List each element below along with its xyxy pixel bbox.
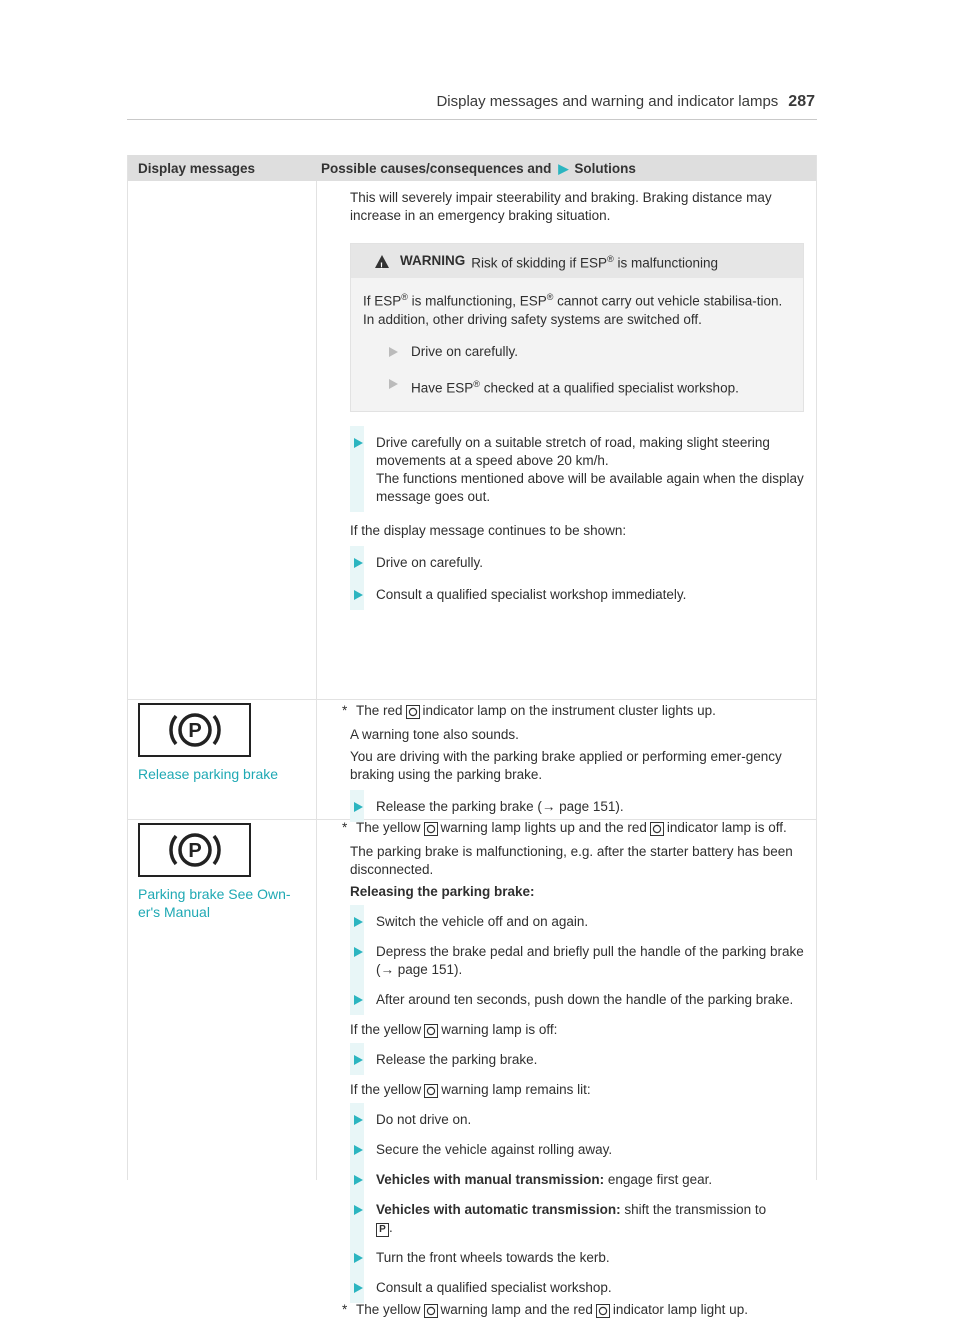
- note: * The yellow warning lamp and the red indicator lamp light up.: [342, 1302, 748, 1317]
- display-message-label: Release parking brake: [138, 766, 279, 782]
- condition-text: If the display message continues to be shown:: [350, 523, 627, 538]
- table-header: [128, 155, 816, 181]
- step-arrow-icon: [354, 1175, 363, 1185]
- parking-brake-indicator-icon: [406, 705, 420, 719]
- step-arrow-icon: [354, 802, 363, 812]
- list-item: Drive on carefully.: [385, 343, 791, 361]
- intro-text: This will severely impair steerability and braking. Braking distance may increase in an emergency braking situation.: [350, 190, 772, 223]
- parking-brake-indicator-icon: [424, 1024, 438, 1038]
- table-row: [128, 181, 816, 700]
- warning-text: If ESP® is malfunctioning, ESP® cannot carry out vehicle stabilisa-tion. In addition, other driving safety systems are switched off.: [363, 292, 783, 327]
- note: * The yellow warning lamp lights up and the red indicator lamp is off.: [342, 820, 787, 835]
- step-arrow-icon: [354, 1055, 363, 1065]
- gear-p-icon: P: [376, 1223, 389, 1237]
- parking-brake-indicator-icon: [596, 1304, 610, 1318]
- parking-brake-indicator-icon: [650, 822, 664, 836]
- list-item: Turn the front wheels towards the kerb.: [350, 1249, 804, 1267]
- step-arrow-icon: [389, 379, 398, 389]
- col-display-messages: Display messages: [138, 161, 256, 176]
- warning-triangle-icon: [375, 255, 389, 268]
- display-message-label: Parking brake See Own-er's Manual: [138, 886, 291, 920]
- header-title: Display messages and warning and indicator lamps: [436, 93, 779, 110]
- play-triangle-icon: ▶: [558, 161, 569, 176]
- subheading: Releasing the parking brake:: [350, 884, 535, 899]
- list-item: Have ESP® checked at a qualified specialist workshop.: [385, 375, 791, 398]
- page-number: 287: [788, 93, 815, 110]
- step-arrow-icon: [354, 558, 363, 568]
- list-item: Vehicles with manual transmission: engage first gear.: [350, 1171, 804, 1189]
- list-item: Depress the brake pedal and briefly pull the handle of the parking brake (→ page 151).: [350, 943, 804, 979]
- step-arrow-icon: [354, 995, 363, 1005]
- step-arrow-icon: [389, 347, 398, 357]
- list-item: Switch the vehicle off and on again.: [350, 913, 804, 931]
- step-arrow-icon: [354, 1115, 363, 1125]
- parking-brake-indicator-icon: [424, 1084, 438, 1098]
- step-arrow-icon: [354, 438, 363, 448]
- list-item: After around ten seconds, push down the handle of the parking brake.: [350, 991, 804, 1009]
- list-item: Vehicles with automatic transmission: shift the transmission to P .: [350, 1201, 804, 1237]
- step-arrow-icon: [354, 1205, 363, 1215]
- warning-box: ! WARNING Risk of skidding if ESP® is malfunctioning If ESP® is malfunctioning, ESP® cannot carry out vehicle stabilisa-tion. In addition, other driving safety systems are switched off. Drive on carefully. Have ESP® checked at a qualified specialist workshop.: [350, 243, 804, 412]
- messages-table: [127, 155, 817, 1317]
- list-item: Drive carefully on a suitable stretch of road, making slight steering movements at a speed above 20 km/h. The functions mentioned above will be available again when the display message goes out.: [350, 434, 804, 506]
- table-row: P Release parking brake * The red indicator lamp on the instrument cluster lights up. A warning tone also sounds. You are driving with the parking brake applied or performing emer-gency braking using the parking brake. Release the parking brake (→ page 151).: [128, 699, 816, 820]
- list-item: Drive on carefully.: [350, 554, 804, 572]
- step-arrow-icon: [354, 917, 363, 927]
- step-arrow-icon: [354, 1283, 363, 1293]
- parking-brake-icon: [138, 823, 251, 877]
- table-row: P Parking brake See Own-er's Manual * The yellow warning lamp lights up and the red indicator lamp is off. The parking brake is malfunctioning, e.g. after the starter battery has been disconnected. Releasing the parking brake: Switch the vehicle off and on again. Depress the brake pedal and briefly pull the handle of the parking brake (→ page 151). After around ten seconds, push down the handle of the parking brake. If the yellow warning lamp is off: Release the parking brake. If the yellow warning lamp remains lit: Do not drive on. Secure the vehicle against rolling away. Vehicles with manual transmission: engage first gear. Vehicles with automatic transmission: shift the transmission to P . Turn the front wheels towards the kerb. Consult a qualified specialist workshop. * The yellow warning lamp and the red indicator lamp light up.: [128, 819, 816, 1180]
- parking-brake-icon: [138, 703, 251, 757]
- list-item: Secure the vehicle against rolling away.: [350, 1141, 804, 1159]
- page-header: [0, 93, 815, 111]
- step-arrow-icon: [354, 1145, 363, 1155]
- list-item: Do not drive on.: [350, 1111, 804, 1129]
- list-item: Release the parking brake (→ page 151).: [350, 798, 804, 816]
- parking-brake-indicator-icon: [424, 1304, 438, 1318]
- col-causes: Possible causes/consequences and ▶ Solutions: [321, 161, 636, 176]
- parking-brake-indicator-icon: [424, 822, 438, 836]
- list-item: Consult a qualified specialist workshop.: [350, 1279, 804, 1297]
- svg-text:P: P: [187, 720, 202, 742]
- note: * The red indicator lamp on the instrument cluster lights up.: [342, 703, 716, 718]
- list-item: Consult a qualified specialist workshop immediately.: [350, 586, 804, 604]
- step-arrow-icon: [354, 590, 363, 600]
- step-arrow-icon: [354, 947, 363, 957]
- list-item: Release the parking brake.: [350, 1051, 804, 1069]
- svg-text:P: P: [187, 840, 202, 862]
- header-rule: [127, 119, 817, 120]
- step-arrow-icon: [354, 1253, 363, 1263]
